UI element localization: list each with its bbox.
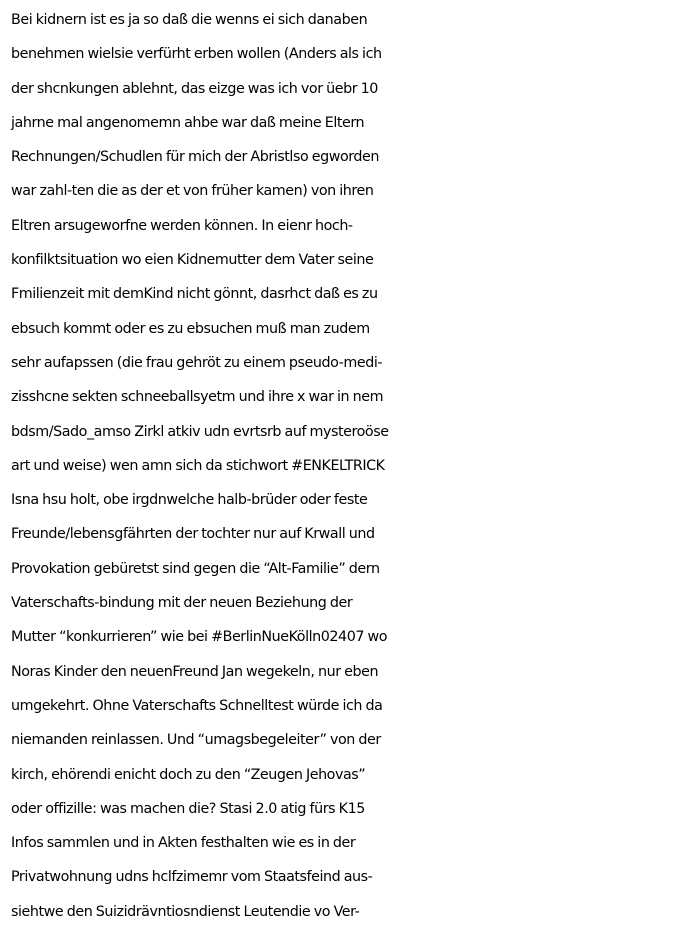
text-line: Privatwohnung udns hclfzimemr vom Staatsfeind aus- bbox=[11, 869, 373, 886]
text-line: Freunde/lebensgfährten der tochter nur auf Krwall und bbox=[11, 526, 375, 543]
text-line: Mutter “konkurrieren” wie bei #BerlinNueKölln02407 wo bbox=[11, 629, 388, 646]
text-line: benehmen wielsie verfürht erben wollen (Anders als ich bbox=[11, 46, 382, 63]
text-line: Eltren arsugeworfne werden können. In eienr hoch- bbox=[11, 217, 353, 234]
text-line: art und weise) wen amn sich da stichwort #ENKELTRICK bbox=[11, 457, 385, 474]
text-line: umgekehrt. Ohne Vaterschafts Schnelltest würde ich da bbox=[11, 697, 383, 714]
text-line: Bei kidnern ist es ja so daß die wenns ei sich danaben bbox=[11, 12, 368, 28]
body-text bbox=[11, 3, 681, 929]
text-line: Fmilienzeit mit demKind nicht gönnt, dasrhct daß es zu bbox=[11, 286, 378, 303]
text-line: konfilktsituation wo eien Kidnemutter dem Vater seine bbox=[11, 252, 374, 269]
text-line: ebsuch kommt oder es zu ebsuchen muß man zudem bbox=[11, 320, 370, 337]
text-line: sehr aufapssen (die frau gehröt zu einem pseudo-medi- bbox=[11, 354, 383, 371]
text-line: Noras Kinder den neuenFreund Jan wegekeln, nur eben bbox=[11, 663, 379, 680]
text-line: Vaterschafts-bindung mit der neuen Beziehung der bbox=[11, 595, 353, 612]
text-line: jahrne mal angenomemn ahbe war daß meine Eltern bbox=[11, 114, 365, 131]
text-line: der shcnkungen ablehnt, das eizge was ich vor üebr 10 bbox=[11, 80, 378, 97]
text-line: oder offizille: was machen die? Stasi 2.0 atig fürs K15 bbox=[11, 800, 365, 817]
text-line: siehtwe den Suizidrävntiosndienst Leutendie vo Ver- bbox=[11, 903, 360, 920]
text-line: Isna hsu holt, obe irgdnwelche halb-brüder oder feste bbox=[11, 492, 368, 509]
text-line: Rechnungen/Schudlen für mich der Abristlso egworden bbox=[11, 149, 380, 166]
text-line: niemanden reinlassen. Und “umagsbegeleiter” von der bbox=[11, 732, 381, 749]
text-line: bdsm/Sado_amso Zirkl atkiv udn evrtsrb auf mysteroöse bbox=[11, 423, 389, 440]
text-line: zisshcne sekten schneeballsyetm und ihre x war in nem bbox=[11, 389, 384, 406]
text-line: Provokation gebüretst sind gegen die “Alt-Familie” dern bbox=[11, 560, 380, 577]
text-line: kirch, ehörendi enicht doch zu den “Zeugen Jehovas” bbox=[11, 766, 366, 783]
text-line: Infos sammlen und in Akten festhalten wie es in der bbox=[11, 835, 356, 852]
text-line: war zahl-ten die as der et von früher kamen) von ihren bbox=[11, 183, 374, 200]
